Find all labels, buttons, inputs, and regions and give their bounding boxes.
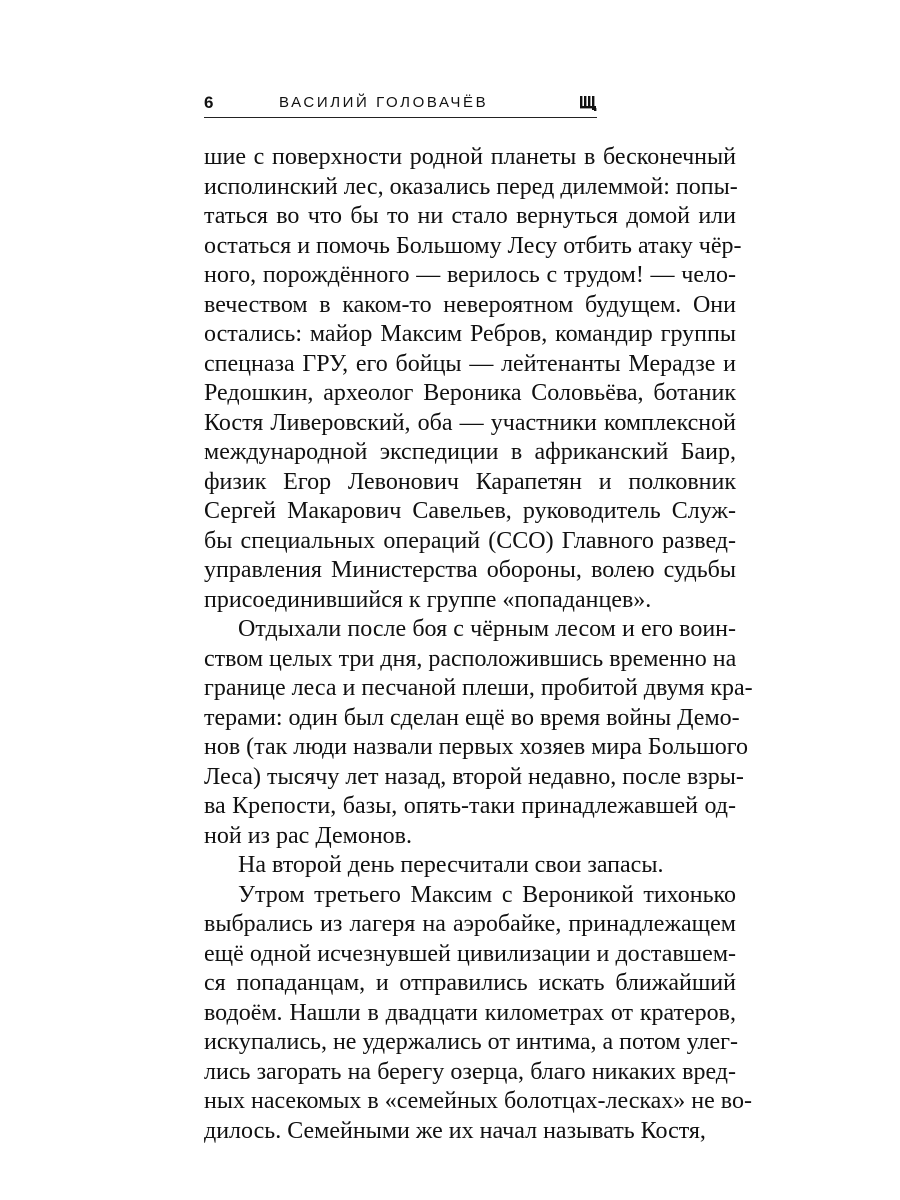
paragraph — [204, 851, 736, 881]
text-line: ва Крепости, базы, опять-таки принадлежавшей од- — [204, 793, 736, 819]
text-line: исполинский лес, оказались перед дилеммой: попы- — [204, 173, 738, 200]
text-line: остаться и помочь Большому Лесу отбить атаку чёр- — [204, 232, 742, 259]
text-line: лись загорать на берегу озерца, благо никаких вред- — [204, 1058, 736, 1085]
text-line: ного, порождённого — верилось с трудом! — чело- — [204, 262, 736, 288]
text-line: Редошкин, археолог Вероника Соловьёва, ботаник — [204, 380, 736, 406]
text-line: Сергей Макарович Савельев, руководитель Служ- — [204, 498, 736, 524]
paragraph — [204, 143, 742, 615]
text-line: выбрались из лагеря на аэробайке, принадлежащем — [204, 911, 736, 937]
paragraph — [204, 615, 753, 851]
text-line: На второй день пересчитали свои запасы. — [238, 852, 664, 878]
text-line: Отдыхали после боя с чёрным лесом и его воин- — [238, 616, 736, 642]
text-line: международной экспедиции в африканский Баир, — [204, 439, 736, 465]
text-line: управления Министерства обороны, волею судьбы — [204, 557, 736, 583]
text-line: Костя Ливеровский, оба — участники комплексной — [204, 409, 736, 436]
text-line: границе леса и песчаной плеши, пробитой двумя кра- — [204, 675, 753, 701]
author-name: ВАСИЛИЙ ГОЛОВАЧЁВ — [279, 94, 489, 111]
text-line: присоединившийся к группе «попаданцев». — [204, 586, 652, 613]
text-line: терами: один был сделан ещё во время войны Демо- — [204, 704, 740, 731]
text-line: ной из рас Демонов. — [204, 822, 412, 849]
text-line: Утром третьего Максим с Вероникой тихонько — [238, 881, 736, 908]
text-line: ных насекомых в «семейных болотцах-лесках» не во- — [204, 1088, 752, 1114]
text-line: дилось. Семейными же их начал называть Костя, — [204, 1117, 706, 1144]
text-line: вечеством в каком-то невероятном будущем. Они — [204, 291, 736, 318]
text-line: таться во что бы то ни стало вернуться домой или — [204, 203, 736, 229]
page-number: 6 — [204, 93, 214, 112]
text-line: Леса) тысячу лет назад, второй недавно, после взры- — [204, 763, 744, 790]
running-header — [204, 90, 597, 120]
text-line: шие с поверхности родной планеты в бесконечный — [204, 144, 736, 170]
text-line: остались: майор Максим Ребров, командир группы — [204, 321, 736, 347]
text-line: водоём. Нашли в двадцати километрах от кратеров, — [204, 999, 736, 1026]
text-line: искупались, не удержались от интима, а потом улег- — [204, 1029, 739, 1055]
text-line: ещё одной исчезнувшей цивилизации и доставшем- — [204, 940, 736, 967]
text-line: ством целых три дня, расположившись временно на — [204, 645, 737, 672]
paragraph — [204, 881, 752, 1147]
text-line: бы специальных операций (ССО) Главного развед- — [204, 527, 736, 554]
text-line: ся попаданцам, и отправились искать ближайший — [204, 970, 736, 996]
text-line: спецназа ГРУ, его бойцы — лейтенанты Мерадзе и — [204, 350, 736, 377]
publisher-logo-icon — [579, 94, 597, 112]
body-text — [204, 143, 753, 1146]
text-line: нов (так люди назвали первых хозяев мира Большого — [204, 734, 749, 760]
header-rule — [204, 117, 597, 118]
text-line: физик Егор Левонович Карапетян и полковник — [204, 468, 736, 495]
